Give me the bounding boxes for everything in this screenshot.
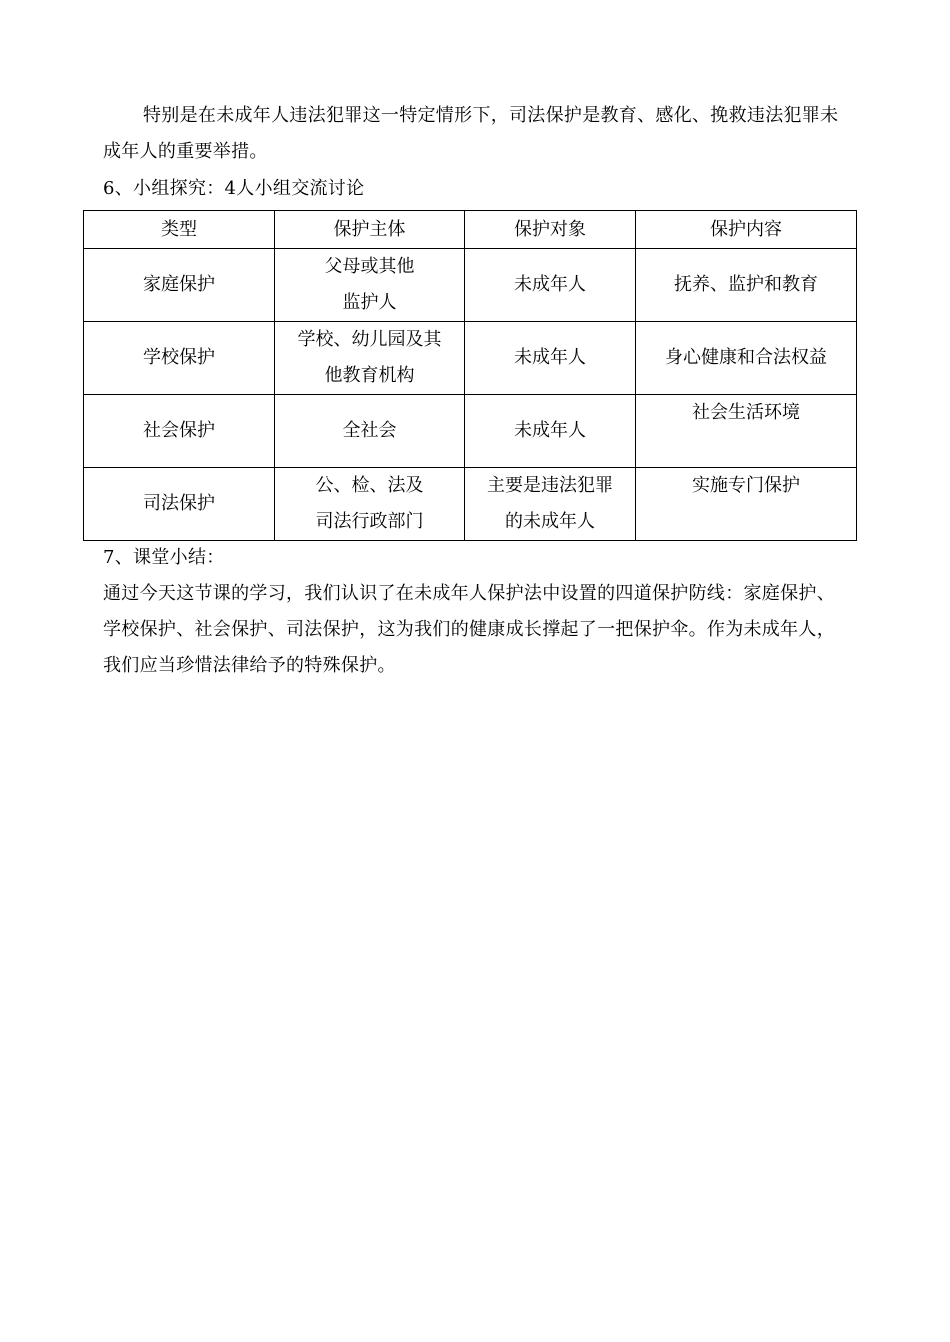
cell-content — [636, 322, 857, 395]
cell-line: 学校、幼儿园及其 — [297, 329, 442, 350]
table-header-row — [84, 211, 857, 249]
cell-content — [636, 249, 857, 322]
cell-line: 未成年人 — [514, 420, 586, 441]
cell-line: 主要是违法犯罪 — [487, 475, 613, 496]
cell-subject — [275, 249, 465, 322]
cell-line: 监护人 — [342, 292, 397, 313]
cell-line: 未成年人 — [514, 274, 586, 295]
cell-object — [465, 395, 636, 468]
header-object: 保护对象 — [465, 211, 636, 249]
cell-line: 未成年人 — [514, 347, 586, 368]
cell-subject — [275, 395, 465, 468]
header-subject: 保护主体 — [275, 211, 465, 249]
table-row — [84, 468, 857, 541]
section-6-heading: 6、小组探究：4人小组交流讨论 — [103, 178, 365, 199]
cell-line: 公、检、法及 — [315, 475, 424, 496]
cell-line: 的未成年人 — [505, 511, 595, 532]
protection-table — [83, 210, 857, 541]
summary-paragraph: 通过今天这节课的学习，我们认识了在未成年人保护法中设置的四道保护防线：家庭保护、学校保护、社会保护、司法保护，这为我们的健康成长撑起了一把保护伞。作为未成年人，我们应当珍惜法律给予的特殊保护。 — [103, 583, 835, 676]
cell-object — [465, 468, 636, 541]
cell-content — [636, 468, 857, 541]
cell-line: 他教育机构 — [324, 365, 415, 386]
cell-type: 司法保护 — [84, 468, 275, 541]
cell-line: 身心健康和合法权益 — [665, 347, 827, 368]
cell-object — [465, 322, 636, 395]
cell-content — [636, 395, 857, 468]
cell-line: 实施专门保护 — [692, 475, 800, 496]
cell-subject — [275, 468, 465, 541]
table-row — [84, 395, 857, 468]
cell-subject — [275, 322, 465, 395]
cell-line: 父母或其他 — [324, 256, 415, 277]
section-7-heading: 7、课堂小结： — [103, 547, 225, 568]
header-type: 类型 — [84, 211, 275, 249]
table-row — [84, 249, 857, 322]
cell-line: 司法行政部门 — [315, 511, 424, 532]
cell-line: 社会生活环境 — [692, 402, 800, 423]
cell-line: 全社会 — [342, 420, 397, 441]
intro-paragraph: 特别是在未成年人违法犯罪这一特定情形下，司法保护是教育、感化、挽救违法犯罪未成年人的重要举措。 — [103, 105, 839, 162]
table-row — [84, 322, 857, 395]
header-content: 保护内容 — [636, 211, 857, 249]
cell-object — [465, 249, 636, 322]
cell-line: 抚养、监护和教育 — [674, 274, 818, 295]
cell-type: 学校保护 — [84, 322, 275, 395]
cell-type: 家庭保护 — [84, 249, 275, 322]
cell-type: 社会保护 — [84, 395, 275, 468]
